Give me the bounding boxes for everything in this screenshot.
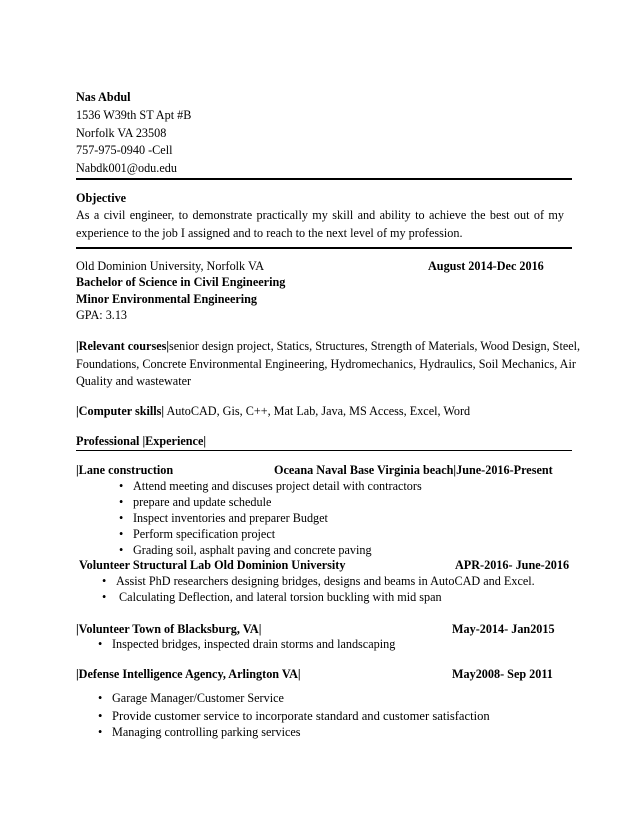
job-dates: May2008- Sep 2011 bbox=[452, 667, 553, 681]
list-item: • Managing controlling parking services bbox=[98, 725, 301, 739]
divider bbox=[76, 178, 572, 180]
list-item: • Inspect inventories and preparer Budget bbox=[119, 511, 328, 525]
education-school: Old Dominion University, Norfolk VA bbox=[76, 259, 264, 273]
job-location-dates: Oceana Naval Base Virginia beach|June-2016-Present bbox=[274, 463, 553, 477]
objective-heading: Objective bbox=[76, 191, 127, 205]
job-title: |Defense Intelligence Agency, Arlington VA| bbox=[76, 667, 301, 681]
education-minor: Minor Environmental Engineering bbox=[76, 292, 258, 306]
contact-address-line2: Norfolk VA 23508 bbox=[76, 126, 167, 140]
contact-phone: 757-975-0940 -Cell bbox=[76, 143, 173, 157]
experience-heading: Professional |Experience| bbox=[76, 434, 207, 448]
list-item: • prepare and update schedule bbox=[119, 495, 272, 509]
education-dates: August 2014-Dec 2016 bbox=[428, 259, 544, 273]
divider bbox=[76, 450, 572, 451]
list-item: • Perform specification project bbox=[119, 527, 276, 541]
list-item: • Provide customer service to incorporate standard and customer satisfaction bbox=[98, 709, 490, 723]
job-dates: May-2014- Jan2015 bbox=[452, 622, 555, 636]
objective-text-line1: As a civil engineer, to demonstrate practically my skill and ability to achieve the best out of my bbox=[76, 208, 564, 222]
courses-text-line3: Quality and wastewater bbox=[76, 374, 192, 388]
list-item: • Attend meeting and discuses project detail with contractors bbox=[119, 479, 422, 493]
courses-line1 bbox=[76, 338, 581, 355]
skills-line bbox=[76, 403, 470, 420]
list-item: • Inspected bridges, inspected drain storms and landscaping bbox=[98, 637, 396, 651]
divider bbox=[76, 247, 572, 249]
skills-label: |Computer skills| bbox=[76, 404, 165, 418]
education-gpa: GPA: 3.13 bbox=[76, 308, 128, 322]
courses-text-line1: senior design project, Statics, Structures, Strength of Materials, Wood Design, Steel, bbox=[169, 339, 581, 353]
list-item: • Assist PhD researchers designing bridges, designs and beams in AutoCAD and Excel. bbox=[102, 574, 535, 588]
contact-name: Nas Abdul bbox=[76, 90, 131, 104]
contact-address-line1: 1536 W39th ST Apt #B bbox=[76, 108, 192, 122]
job-title: |Lane construction bbox=[76, 463, 174, 477]
job-title: Volunteer Structural Lab Old Dominion University bbox=[79, 558, 346, 572]
education-degree: Bachelor of Science in Civil Engineering bbox=[76, 275, 286, 289]
skills-text: AutoCAD, Gis, C++, Mat Lab, Java, MS Access, Excel, Word bbox=[164, 404, 471, 418]
courses-label: |Relevant courses| bbox=[76, 339, 170, 353]
contact-email: Nabdk001@odu.edu bbox=[76, 161, 177, 175]
job-dates: APR-2016- June-2016 bbox=[455, 558, 570, 572]
list-item: • Garage Manager/Customer Service bbox=[98, 691, 284, 705]
list-item: • Grading soil, asphalt paving and concrete paving bbox=[119, 543, 372, 557]
job-title: |Volunteer Town of Blacksburg, VA| bbox=[76, 622, 262, 636]
list-item: • Calculating Deflection, and lateral torsion buckling with mid span bbox=[102, 590, 442, 604]
courses-text-line2: Foundations, Concrete Environmental Engineering, Hydromechanics, Hydraulics, Soil Mechanics, Air bbox=[76, 357, 576, 371]
objective-text-line2: experience to the job I assigned and to reach to the next level of my profession. bbox=[76, 226, 463, 240]
